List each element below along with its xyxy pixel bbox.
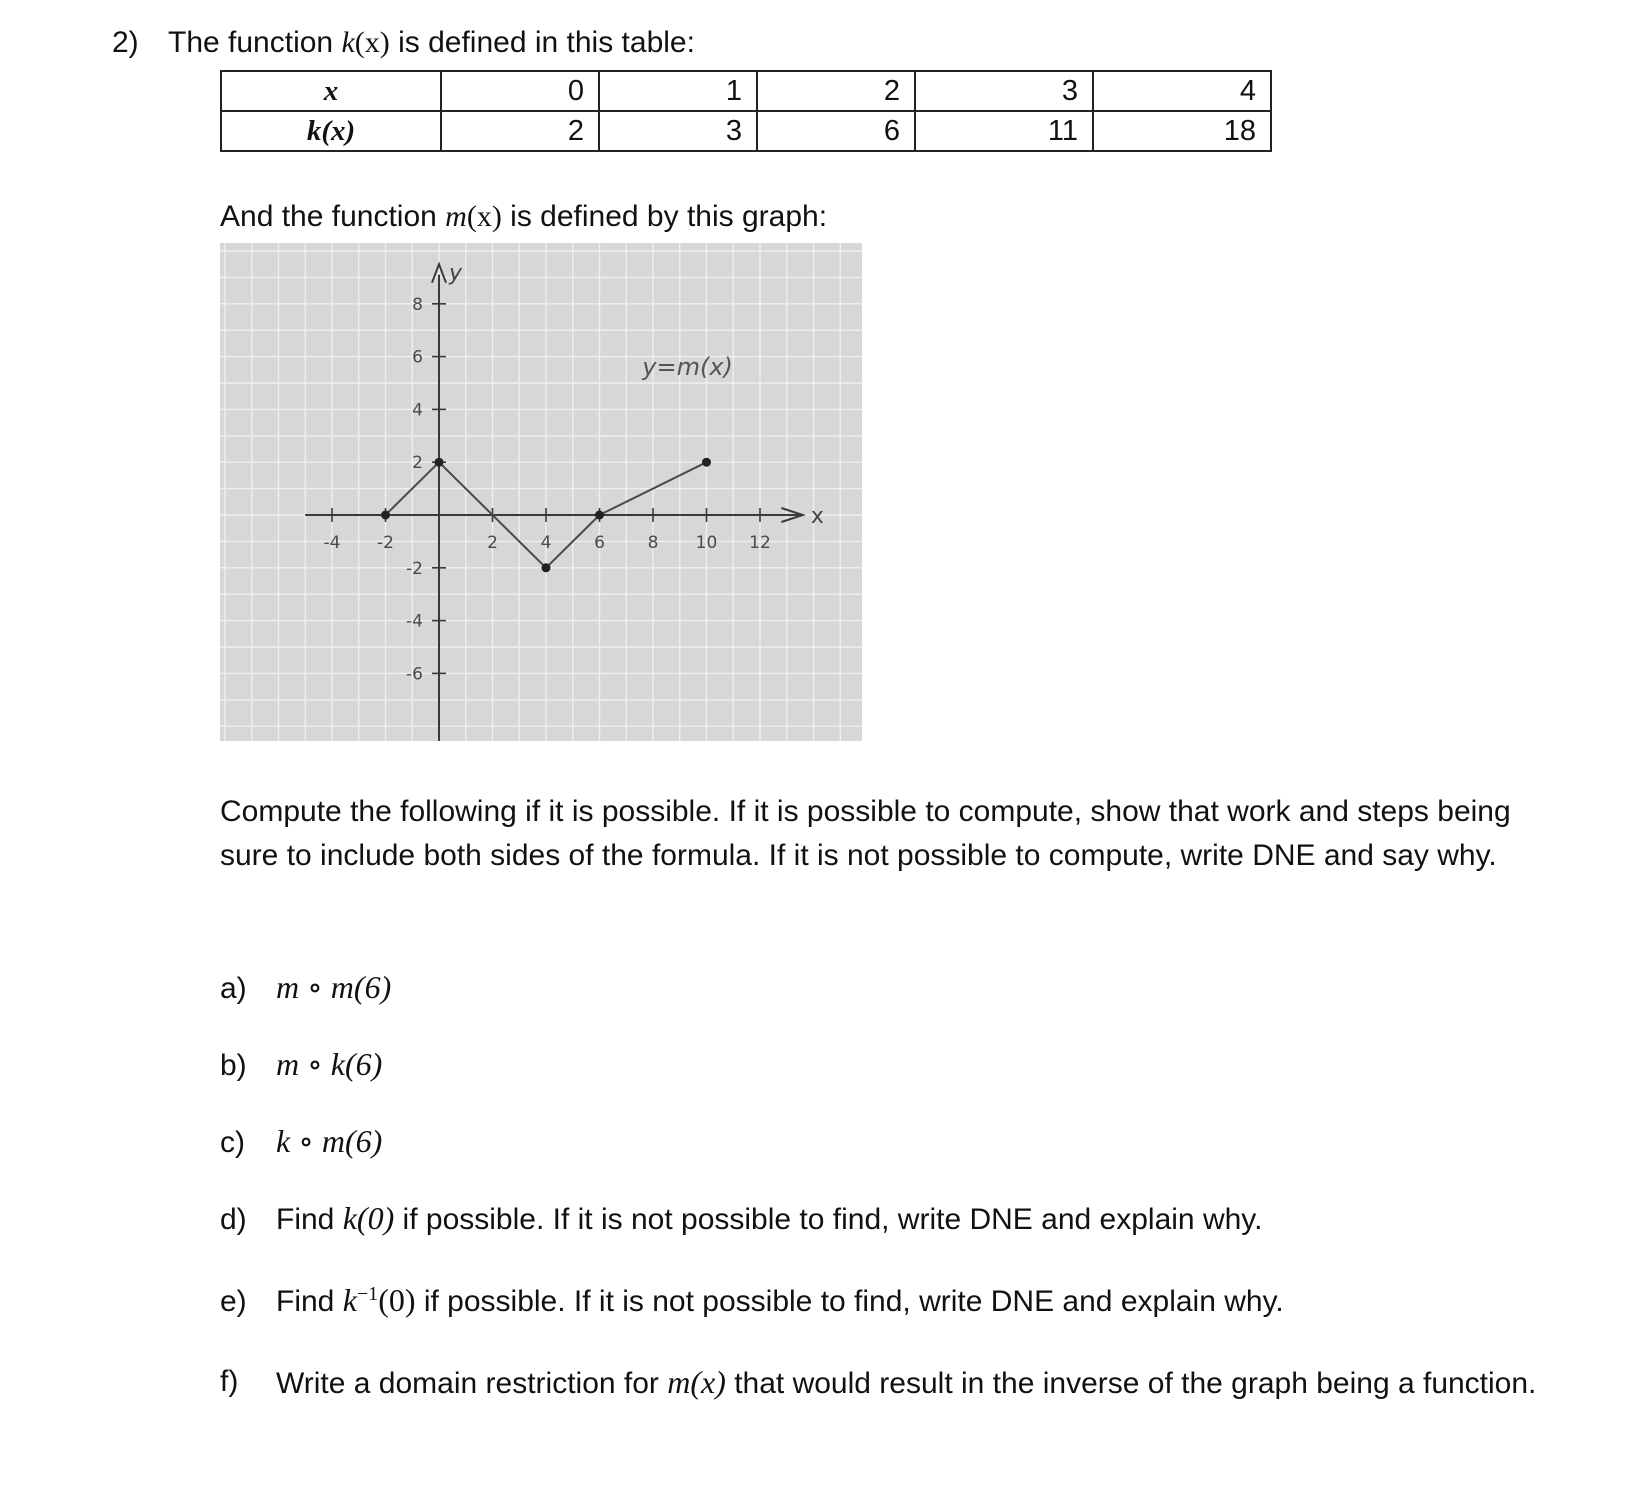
y-tick-label: 6	[412, 347, 423, 368]
question-intro-arg: (x)	[354, 26, 390, 59]
graph-intro-fn: m	[445, 200, 467, 233]
table-cell: 2	[757, 71, 915, 111]
part-e-pre: Find	[276, 1285, 343, 1318]
x-tick-label: -2	[377, 533, 394, 553]
question-intro-fn: k	[341, 26, 355, 59]
part-d	[220, 1200, 1262, 1237]
part-b-label: b)	[220, 1049, 247, 1082]
part-d-pre: Find	[276, 1203, 343, 1236]
part-f-label: f)	[220, 1365, 239, 1398]
part-a-expression: m ∘ m(6)	[276, 969, 392, 1005]
table-cell: 3	[599, 111, 757, 151]
m-graph	[220, 243, 862, 741]
part-b-expression: m ∘ k(6)	[276, 1046, 383, 1082]
x-tick-label: 6	[594, 533, 605, 553]
question-header	[112, 26, 695, 60]
table-cell: 4	[1093, 71, 1271, 111]
table-cell: 11	[915, 111, 1093, 151]
part-e-math-arg: (0)	[378, 1282, 416, 1318]
table-cell: 2	[441, 111, 599, 151]
data-point	[595, 511, 604, 520]
part-e-post: if possible. If it is not possible to find, write DNE and explain why.	[415, 1285, 1284, 1318]
part-e	[220, 1282, 1284, 1319]
table-cell: 1	[599, 71, 757, 111]
x-tick-label: 8	[647, 533, 659, 553]
x-tick-label: 2	[487, 533, 498, 553]
table-cell: 0	[441, 71, 599, 111]
k-function-table	[220, 70, 1272, 152]
table-row-kx	[221, 111, 1271, 151]
data-point	[702, 458, 711, 467]
part-f-post: that would result in the inverse of the graph being a function.	[725, 1367, 1537, 1400]
part-f-math: m(x)	[667, 1364, 726, 1400]
graph-intro-post: is defined by this graph:	[501, 200, 828, 233]
part-e-math-sup: −1	[356, 1283, 379, 1305]
table-cell: 6	[757, 111, 915, 151]
data-point	[542, 563, 551, 572]
part-b	[220, 1045, 382, 1083]
x-axis-label: x	[810, 504, 824, 529]
y-tick-label: 4	[412, 400, 423, 421]
part-a	[220, 968, 391, 1006]
part-a-label: a)	[220, 972, 247, 1005]
y-tick-label: -6	[406, 664, 423, 685]
part-d-label: d)	[220, 1203, 247, 1236]
data-point	[381, 511, 390, 520]
instructions-text: Compute the following if it is possible. If it is possible to compute, show that work and steps being sure to include both sides of the formula. If it is not possible to compute, write DNE and say why.	[220, 795, 1511, 872]
graph-intro-arg: (x)	[466, 200, 502, 233]
part-f-pre: Write a domain restriction for	[276, 1367, 668, 1400]
part-d-math: k(0)	[342, 1200, 395, 1236]
x-tick-label: 4	[540, 533, 552, 553]
table-cell: 18	[1093, 111, 1271, 151]
x-tick-label: 12	[749, 533, 771, 553]
part-c-expression: k ∘ m(6)	[276, 1123, 383, 1159]
part-f	[220, 1362, 1550, 1404]
part-f-body	[276, 1362, 1550, 1404]
table-header-kx: k(x)	[221, 111, 441, 151]
part-c	[220, 1122, 382, 1160]
data-point	[435, 458, 444, 467]
question-intro-post: is defined in this table:	[389, 26, 695, 59]
y-axis-label: y	[449, 261, 463, 287]
table-cell: 3	[915, 71, 1093, 111]
x-tick-label: 10	[695, 533, 718, 553]
question-intro-pre: The function	[168, 26, 342, 59]
graph-function-label: y=m(x)	[642, 353, 733, 382]
table-header-x: x	[221, 71, 441, 111]
graph-paper	[220, 243, 862, 741]
y-tick-label: -4	[406, 611, 423, 632]
question-number: 2)	[112, 26, 139, 59]
x-tick-label: -4	[323, 533, 341, 553]
y-tick-label: 8	[412, 294, 423, 315]
table-row-x	[221, 71, 1271, 111]
graph-intro	[220, 200, 827, 234]
y-tick-label: 2	[412, 453, 423, 474]
graph-intro-pre: And the function	[220, 200, 446, 233]
part-e-label: e)	[220, 1285, 247, 1318]
part-d-post: if possible. If it is not possible to find, write DNE and explain why.	[394, 1203, 1263, 1236]
part-c-label: c)	[220, 1126, 245, 1159]
part-e-math-base: k	[342, 1282, 357, 1318]
y-tick-label: -2	[406, 558, 423, 579]
